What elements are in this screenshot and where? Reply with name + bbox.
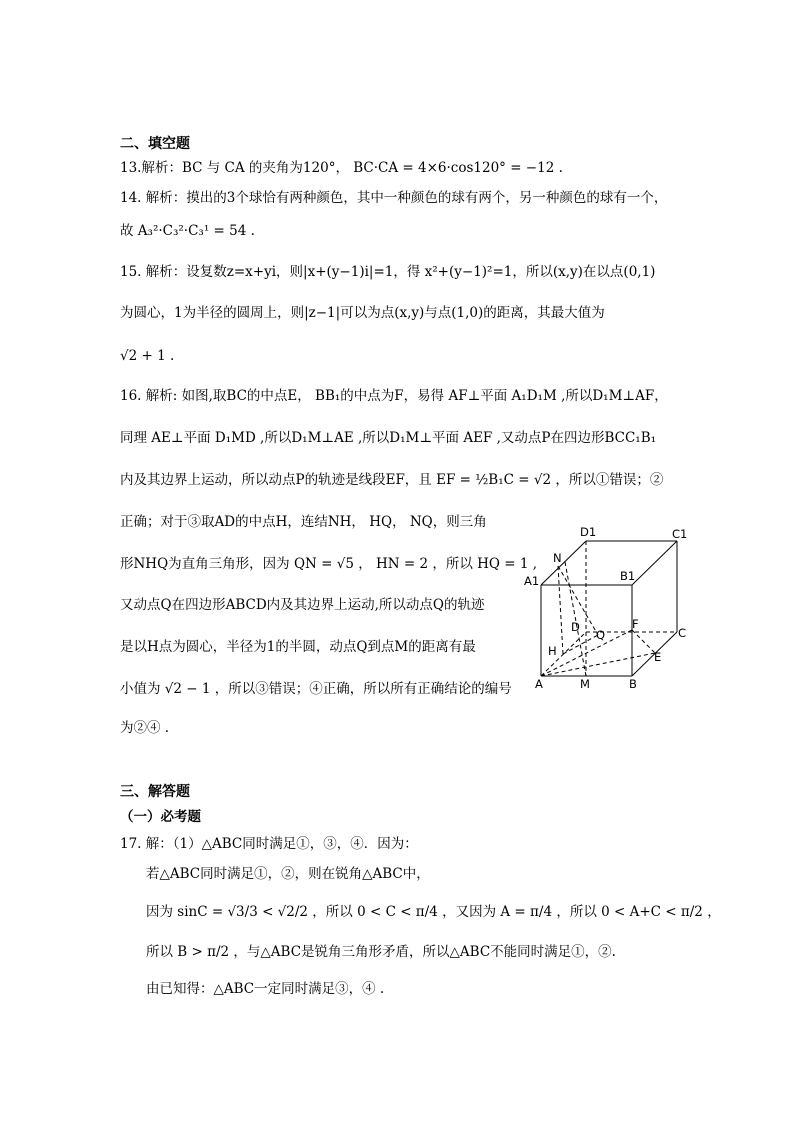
answer-16-line-2: 同理 AE⊥平面 D₁MD ,所以D₁M⊥AE ,所以D₁M⊥平面 AEF ,又动点P在四边形BCC₁B₁ [120,430,657,446]
answer-16-wrap-5: 小值为 √2 − 1 ，所以③错误；④正确，所以所有正确结论的编号 [120,681,512,697]
answer-17-line-5: 由已知得：△ABC一定同时满足③，④ . [146,981,385,997]
label-A1: A1 [524,574,540,588]
answer-13: 13.解析：BC 与 CA 的夹角为120°， BC·CA = 4×6·cos120° = −12 . [120,160,563,176]
cube-figure [520,522,700,694]
answer-17-line-3: 因为 sinC = √3/3 < √2/2 ，所以 0 < C < π/4 ，又因为 A = π/4 ，所以 0 < A+C < π/2 ， [146,904,721,920]
section-subheading-required: （一）必考题 [120,809,201,825]
label-E: E [654,650,662,664]
answer-14-line-2: 故 A₃²·C₃²·C₃¹ = 54 . [120,223,255,239]
label-N: N [553,551,562,565]
label-Q: Q [596,628,606,642]
label-A: A [535,677,543,691]
label-D: D [571,620,580,634]
answer-16-wrap-3: 又动点Q在四边形ABCD内及其边界上运动,所以动点Q的轨迹 [120,597,485,613]
answer-16-wrap-1: 正确；对于③取AD的中点H，连结NH， HQ， NQ，则三角 [120,514,487,530]
answer-17-line-4: 所以 B > π/2 ，与△ABC是锐角三角形矛盾，所以△ABC不能同时满足①，②. [146,944,616,960]
section-heading-fill-blank: 二、填空题 [120,136,190,152]
answer-14-line-1: 14. 解析：摸出的3个球恰有两种颜色，其中一种颜色的球有两个，另一种颜色的球有一个， [120,190,668,206]
label-C: C [678,626,687,640]
answer-15-line-3: √2 + 1 . [120,348,175,364]
answer-15-line-1: 15. 解析：设复数z=x+yi，则|x+(y−1)i|=1，得 x²+(y−1)²=1，所以(x,y)在以点(0,1) [120,264,656,280]
answer-15-line-2: 为圆心，1为半径的圆周上，则|z−1|可以为点(x,y)与点(1,0)的距离，其最大值为 [120,305,605,321]
section-heading-solutions: 三、解答题 [120,784,190,800]
label-D1: D1 [580,525,597,539]
answer-16-wrap-6: 为②④ . [120,720,170,736]
label-F: F [632,617,639,631]
label-H: H [548,644,557,658]
label-C1: C1 [672,527,688,541]
label-M: M [580,677,590,691]
answer-17-line-1: 17. 解：（1）△ABC同时满足①，③，④．因为： [120,836,418,852]
answer-16-wrap-4: 是以H点为圆心，半径为1的半圆，动点Q到点M的距离有最 [120,639,476,655]
label-B1: B1 [620,569,636,583]
cube-diagram [520,522,700,694]
label-B: B [629,677,637,691]
answer-17-line-2: 若△ABC同时满足①，②，则在锐角△ABC中， [146,866,430,882]
answer-16-line-1: 16. 解析: 如图,取BC的中点E， BB₁的中点为F，易得 AF⊥平面 A₁D₁M ,所以D₁M⊥AF， [120,388,668,404]
answer-16-wrap-2: 形NHQ为直角三角形，因为 QN = √5 ， HN = 2 ，所以 HQ = 1 , [120,556,538,572]
answer-16-line-3: 内及其边界上运动，所以动点P的轨迹是线段EF，且 EF = ½B₁C = √2 ，所以①错误；② [120,472,664,488]
